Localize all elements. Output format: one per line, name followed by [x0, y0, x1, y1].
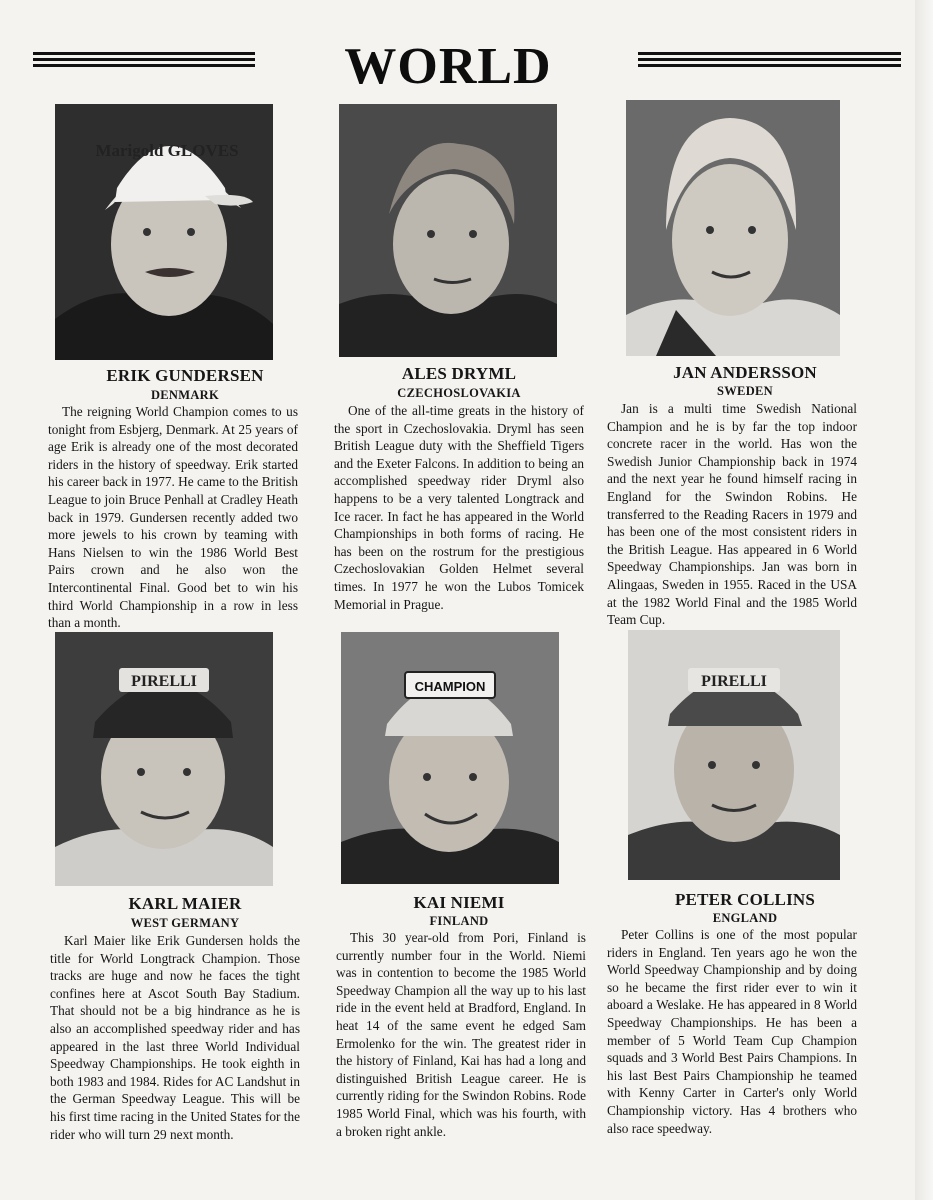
- rider-bio: Peter Collins is one of the most popular riders in England. Ten years ago he won the World Speedway Championship and by doing so he became the first rider ever to win it aboard a Weslake. He has appeared in 8 World Speedway Championships. He has been a member of 5 World Team Cup Champion squads and 3 World Best Pairs Champions. In his last Best Pairs Championship he teamed with Kenny Carter in Carter's only World Championship victory. Has 4 brothers who also race speedway.: [607, 927, 857, 1136]
- cap-logo-text: PIRELLI: [131, 673, 197, 690]
- header-rule-left: [33, 52, 255, 74]
- rider-photo: [339, 104, 557, 357]
- rider-name: PETER COLLINS: [674, 890, 816, 909]
- rider-country: WEST GERMANY: [130, 916, 240, 930]
- rider-photo: [628, 630, 840, 880]
- rider-name: KAI NIEMI: [413, 893, 505, 912]
- rider-bio: This 30 year-old from Pori, Finland is currently number four in the World. Niemi was in contention to become the 1985 World Speedway Champion all the way up to his last ride in the event held at Bradford, England. In heat 14 of the same event he edged Sam Ermolenko for the win. The greatest rider in the history of Finland, Kai has had a long and distinguished British League career. He is currently riding for the Swindon Robins. Rode 1985 World Final, which was his fourth, with a broken right ankle.: [336, 930, 586, 1139]
- page-title: WORLD: [344, 38, 552, 95]
- rider-bio: The reigning World Champion comes to us tonight from Esbjerg, Denmark. At 25 years of age Erik is already one of the most decorated riders in the history of speedway. Erik started his career back in 1977. He came to the British League to join Bruce Penhall at Cradley Heath back in 1979. Gundersen recently added two more jewels to his crown by teaming with Hans Nielsen to win the 1986 World Best Pairs crown and he also won the Intercontinental Final. Good bet to win his third World Championship in a row in less than a month.: [48, 404, 298, 631]
- rider-bio: Karl Maier like Erik Gundersen holds the title for World Longtrack Champion. Those tracks are huge and now he faces the tight confines here at Ascot South Bay Stadium. That should not be a big hindrance as he is also an accomplished speedway rider and has appeared in the last three World Individual Speedway Championships. He took eighth in both 1983 and 1984. Rides for AC Landshut in the German Speedway League. This will be his first time racing in the United States for the rider who will turn 29 next month.: [50, 933, 300, 1142]
- rider-country: SWEDEN: [717, 384, 773, 398]
- header-rule-right: [638, 52, 901, 74]
- rider-photo: [626, 100, 840, 356]
- rider-bio: Jan is a multi time Swedish National Champion and he is by far the top indoor concrete racer in the world. Has won the Swedish Junior Championship back in 1974 and the next year he found himself racing in England for the Swindon Robins. He transferred to the Reading Racers in 1979 and has been one of the most consistent riders in the British League. Has appeared in 6 World Speedway Championships. Jan was born in Alingaas, Sweden in 1955. Raced in the USA at the 1982 World Final and the 1985 World Team Cup.: [607, 401, 857, 628]
- rider-country: CZECHOSLOVAKIA: [397, 386, 521, 400]
- rider-country: DENMARK: [150, 388, 220, 402]
- rider-photo: [55, 104, 273, 360]
- rider-country: FINLAND: [429, 914, 489, 928]
- cap-logo-text: Marigold GLOVES: [95, 141, 239, 160]
- cap-logo-text: PIRELLI: [701, 673, 767, 690]
- rider-name: ALES DRYML: [401, 364, 517, 383]
- cap-logo-text: CHAMPION: [414, 679, 486, 694]
- rider-name: ERIK GUNDERSEN: [106, 366, 264, 385]
- rider-photo: [341, 632, 559, 884]
- rider-name: KARL MAIER: [128, 894, 242, 913]
- rider-photo: [55, 632, 273, 886]
- page-edge: [915, 0, 933, 1200]
- rider-country: ENGLAND: [712, 911, 778, 925]
- rider-name: JAN ANDERSSON: [673, 363, 817, 382]
- rider-bio: One of the all-time greats in the history of the sport in Czechoslovakia. Dryml has seen British League duty with the Sheffield Tigers and the Exeter Falcons. In addition to being an accomplished speedway rider Dryml also happens to be a very talented Longtrack and Ice racer. In fact he has appeared in the World Championships in both forms of racing. He has been on the rostrum for the prestigious Czechoslovakian Golden Helmet several times. In 1977 he won the Lubos Tomicek Memorial in Prague.: [334, 403, 584, 612]
- page-header: [30, 38, 915, 98]
